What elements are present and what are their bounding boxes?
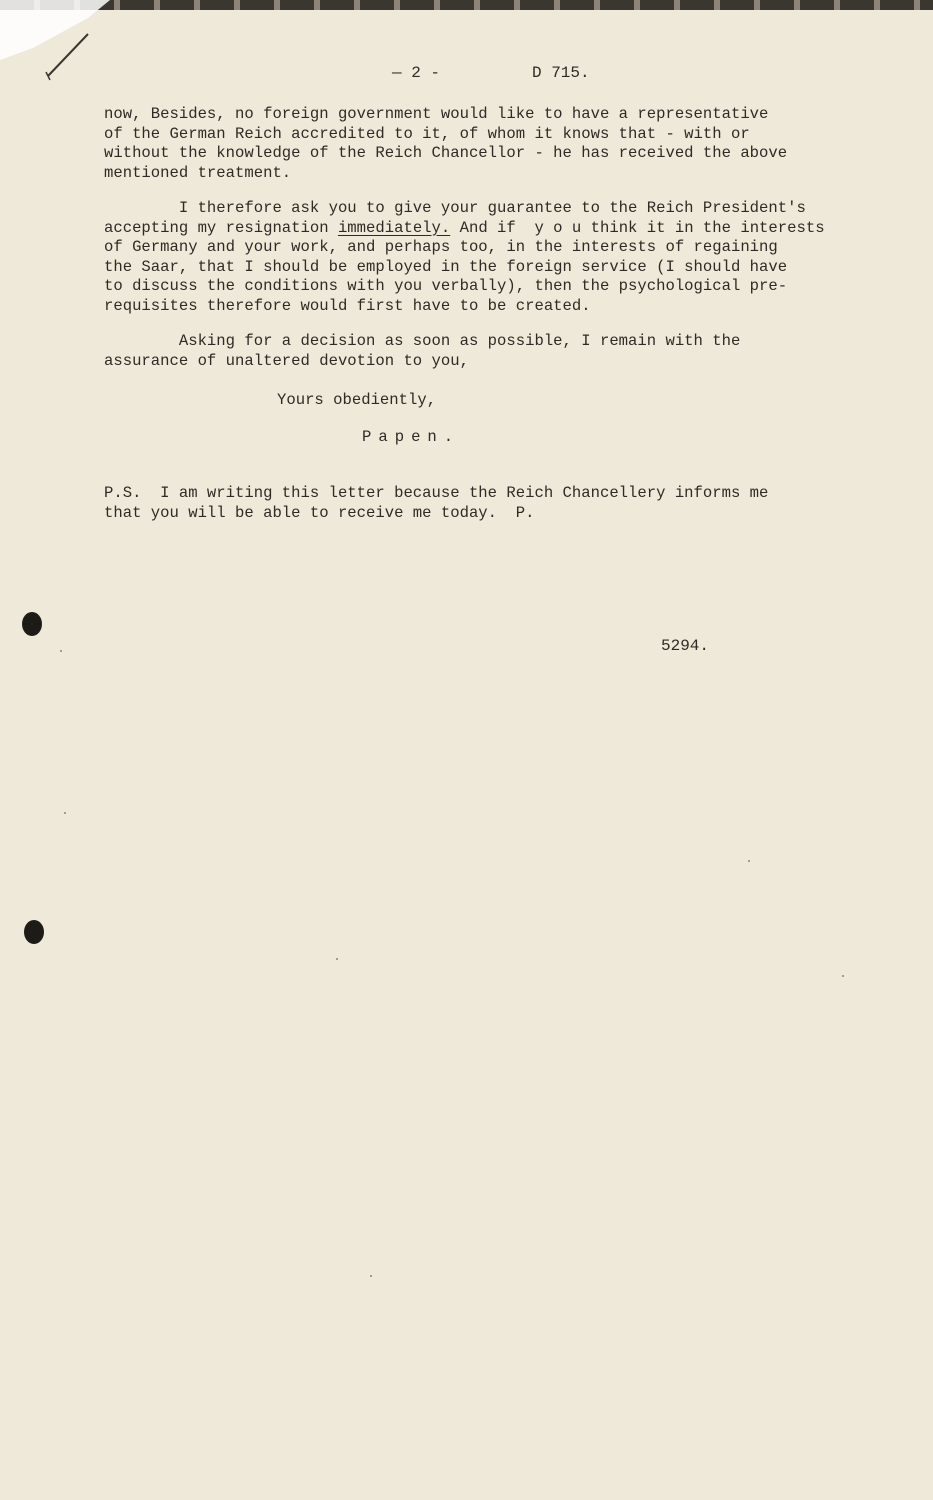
- punch-hole: [24, 920, 44, 944]
- text-line: without the knowledge of the Reich Chancellor - he has received the above: [104, 144, 788, 162]
- paper-speck: [336, 958, 338, 960]
- page-number: — 2 -: [392, 64, 441, 82]
- text-line: of Germany and your work, and perhaps too, in the interests of regaining: [104, 238, 778, 256]
- text-line: Asking for a decision as soon as possible, I remain with the: [104, 332, 741, 350]
- paper-speck: [60, 650, 62, 652]
- text-line: to discuss the conditions with you verbally), then the psychological pre-: [104, 277, 788, 295]
- text-line: [104, 219, 825, 239]
- punch-hole: [22, 612, 42, 636]
- scan-edge: [0, 0, 933, 10]
- text-line: of the German Reich accredited to it, of whom it knows that - with or: [104, 124, 750, 143]
- closing-salutation: Yours obediently,: [277, 391, 437, 409]
- text-line: assurance of unaltered devotion to you,: [104, 351, 469, 370]
- paragraph-1: [104, 105, 787, 183]
- paper-speck: [842, 975, 844, 977]
- text-line: that you will be able to receive me today. P.: [104, 503, 535, 522]
- text-line: now, Besides, no foreign government would like to have a representative: [104, 105, 769, 123]
- paper-speck: [370, 1275, 372, 1277]
- text-segment: accepting my resignation: [104, 218, 338, 237]
- text-line: requisites therefore would first have to be created.: [104, 296, 591, 315]
- pencil-mark: [40, 28, 100, 88]
- document-reference: D 715.: [532, 64, 590, 82]
- signature: Papen.: [362, 428, 461, 446]
- paper-speck: [64, 812, 66, 814]
- paper-speck: [748, 860, 750, 862]
- page-header: [392, 64, 590, 84]
- postscript: [104, 484, 768, 523]
- text-line: the Saar, that I should be employed in the foreign service (I should have: [104, 257, 788, 276]
- text-line: P.S. I am writing this letter because the Reich Chancellery informs me: [104, 484, 769, 502]
- paragraph-2: [104, 199, 825, 316]
- text-line: mentioned treatment.: [104, 163, 292, 182]
- paragraph-3: [104, 332, 740, 371]
- document-number: 5294.: [661, 637, 710, 655]
- emphasized-word: immediately.: [337, 218, 451, 237]
- text-line: I therefore ask you to give your guarantee to the Reich President's: [104, 199, 806, 217]
- text-segment: And if y o u think it in the interests: [450, 218, 825, 237]
